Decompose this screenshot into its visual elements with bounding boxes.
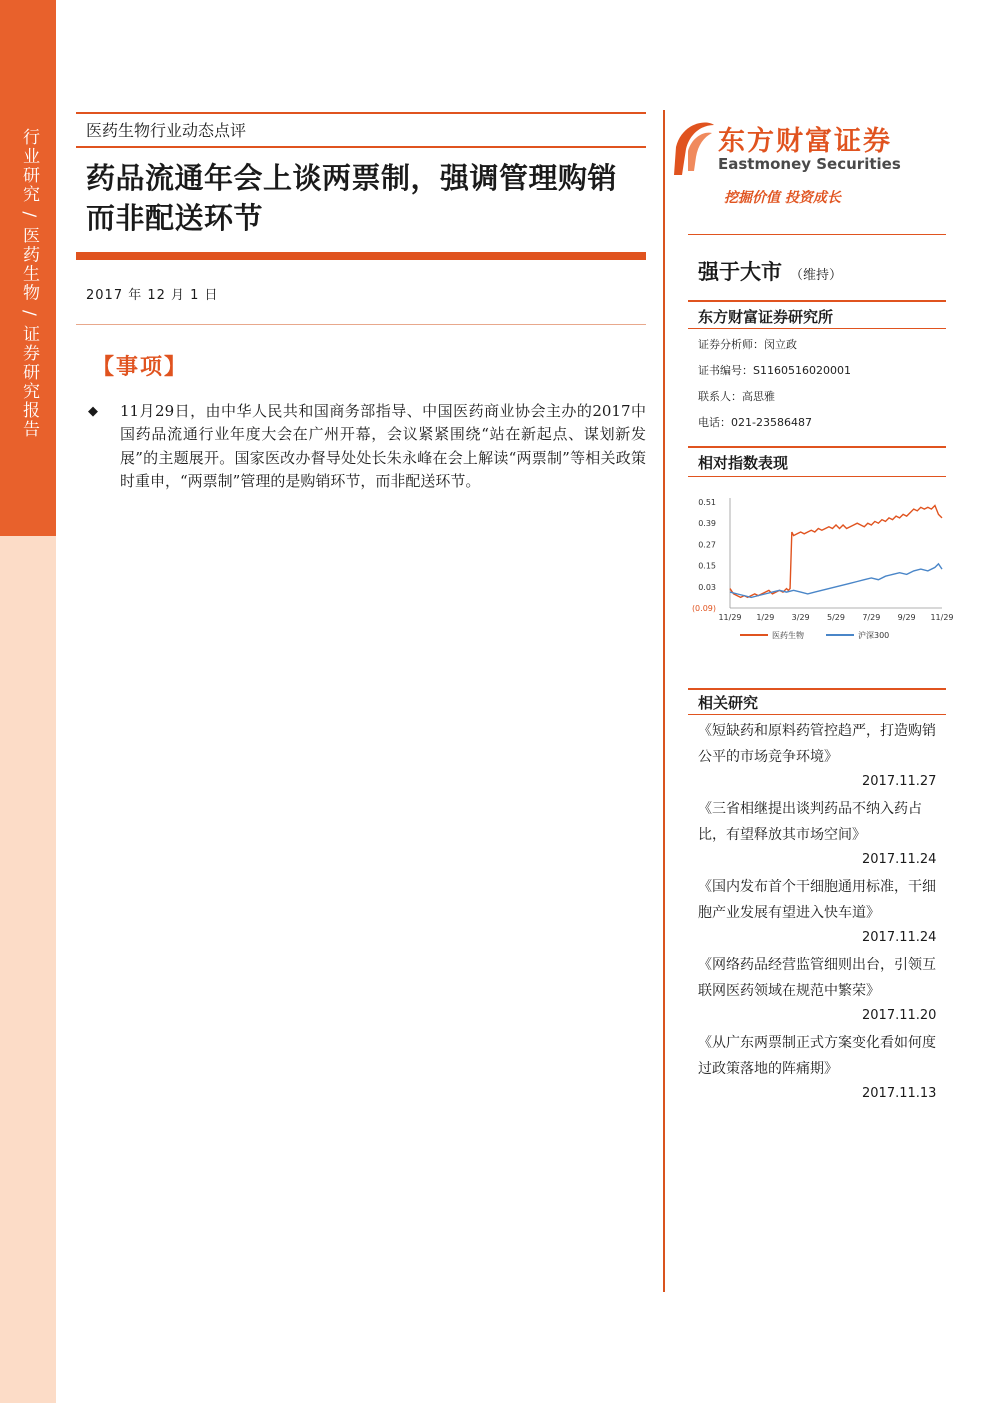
chart-section-title: 相对指数表现 xyxy=(698,454,789,472)
company-logo xyxy=(672,115,932,215)
y-tick-label: 0.15 xyxy=(698,561,716,571)
page-title: 药品流通年会上谈两票制，强调管理购销而非配送环节 xyxy=(86,161,618,235)
institute-rule xyxy=(688,328,946,329)
x-tick-label: 11/29 xyxy=(930,613,954,622)
sidebar-band-light xyxy=(0,536,56,1403)
chart-head-rule-bottom xyxy=(688,476,946,477)
x-tick-label: 3/29 xyxy=(791,613,810,622)
legend-label: 医药生物 xyxy=(772,631,804,640)
related-report-date: 2017.11.20 xyxy=(862,1008,937,1023)
logo-english-name: Eastmoney Securities xyxy=(718,155,901,173)
date-rule xyxy=(76,324,646,325)
related-report-date: 2017.11.24 xyxy=(862,930,937,945)
bullet-diamond-icon: ◆ xyxy=(88,404,98,419)
category-rule xyxy=(76,146,646,148)
contact-name: 联系人：高思雅 xyxy=(698,390,775,403)
section-title: 【事项】 xyxy=(92,355,189,380)
chart-head-rule-top xyxy=(688,446,946,448)
related-report-date: 2017.11.13 xyxy=(862,1086,937,1101)
sidebar-label: 行业研究 / 医药生物 / 证券研究报告 xyxy=(19,128,39,440)
logo-slogan: 挖掘价值 投资成长 xyxy=(724,190,841,206)
legend-label: 沪深300 xyxy=(858,631,890,640)
logo-rule xyxy=(688,234,946,235)
x-tick-label: 7/29 xyxy=(862,613,881,622)
rating xyxy=(698,256,842,286)
analyst-name: 证券分析师：闵立政 xyxy=(698,338,797,351)
series-line xyxy=(730,564,942,598)
related-report-title[interactable]: 《三省相继提出谈判药品不纳入药占比，有望释放其市场空间》 xyxy=(698,801,922,843)
y-tick-label: 0.27 xyxy=(698,540,716,550)
report-category: 医药生物行业动态点评 xyxy=(86,121,247,140)
related-section-title: 相关研究 xyxy=(698,694,759,712)
related-rule-bottom xyxy=(688,714,946,715)
y-tick-label: (0.09) xyxy=(691,604,716,613)
related-report-title[interactable]: 《从广东两票制正式方案变化看如何度过政策落地的阵痛期》 xyxy=(698,1035,936,1077)
x-tick-label: 1/29 xyxy=(756,613,775,622)
column-divider xyxy=(663,110,665,1292)
related-report-title[interactable]: 《国内发布首个干细胞通用标准，干细胞产业发展有望进入快车道》 xyxy=(698,879,936,921)
related-report-date: 2017.11.24 xyxy=(862,852,937,867)
logo-mark-icon xyxy=(672,117,716,177)
relative-index-chart xyxy=(688,490,954,650)
x-tick-label: 11/29 xyxy=(718,613,742,622)
contact-phone: 电话：021-23586487 xyxy=(698,416,812,429)
related-report-title[interactable]: 《短缺药和原料药管控趋严，打造购销公平的市场竞争环境》 xyxy=(698,723,936,765)
analyst-cert: 证书编号：S1160516020001 xyxy=(698,364,851,377)
logo-chinese-name: 东方财富证券 xyxy=(718,126,892,157)
event-paragraph: 11月29日，由中华人民共和国商务部指导、中国医药商业协会主办的2017中国药品流通行业年度大会在广州开幕，会议紧紧围绕“站在新起点、谋划新发展”的主题展开。国家医改办督导处处长朱永峰在会上解读“两票制”等相关政策时重申，“两票制”管理的是购销环节，而非配送环节。 xyxy=(120,402,646,491)
report-date: 2017 年 12 月 1 日 xyxy=(86,288,219,303)
rating-rule xyxy=(688,300,946,302)
x-tick-label: 5/29 xyxy=(827,613,845,622)
rating-sub: （维持） xyxy=(790,268,843,283)
related-report-date: 2017.11.27 xyxy=(862,774,937,789)
related-rule-top xyxy=(688,688,946,690)
y-tick-label: 0.39 xyxy=(698,519,716,529)
rating-label: 强于大市 xyxy=(698,260,782,284)
top-rule xyxy=(76,112,646,114)
y-tick-label: 0.51 xyxy=(698,498,716,507)
title-bar xyxy=(76,252,646,260)
series-line xyxy=(730,506,942,598)
y-tick-label: 0.03 xyxy=(698,582,716,592)
x-tick-label: 9/29 xyxy=(897,613,916,622)
related-report-title[interactable]: 《网络药品经营监管细则出台，引领互联网医药领域在规范中繁荣》 xyxy=(698,957,936,999)
institute-name: 东方财富证券研究所 xyxy=(698,308,834,326)
